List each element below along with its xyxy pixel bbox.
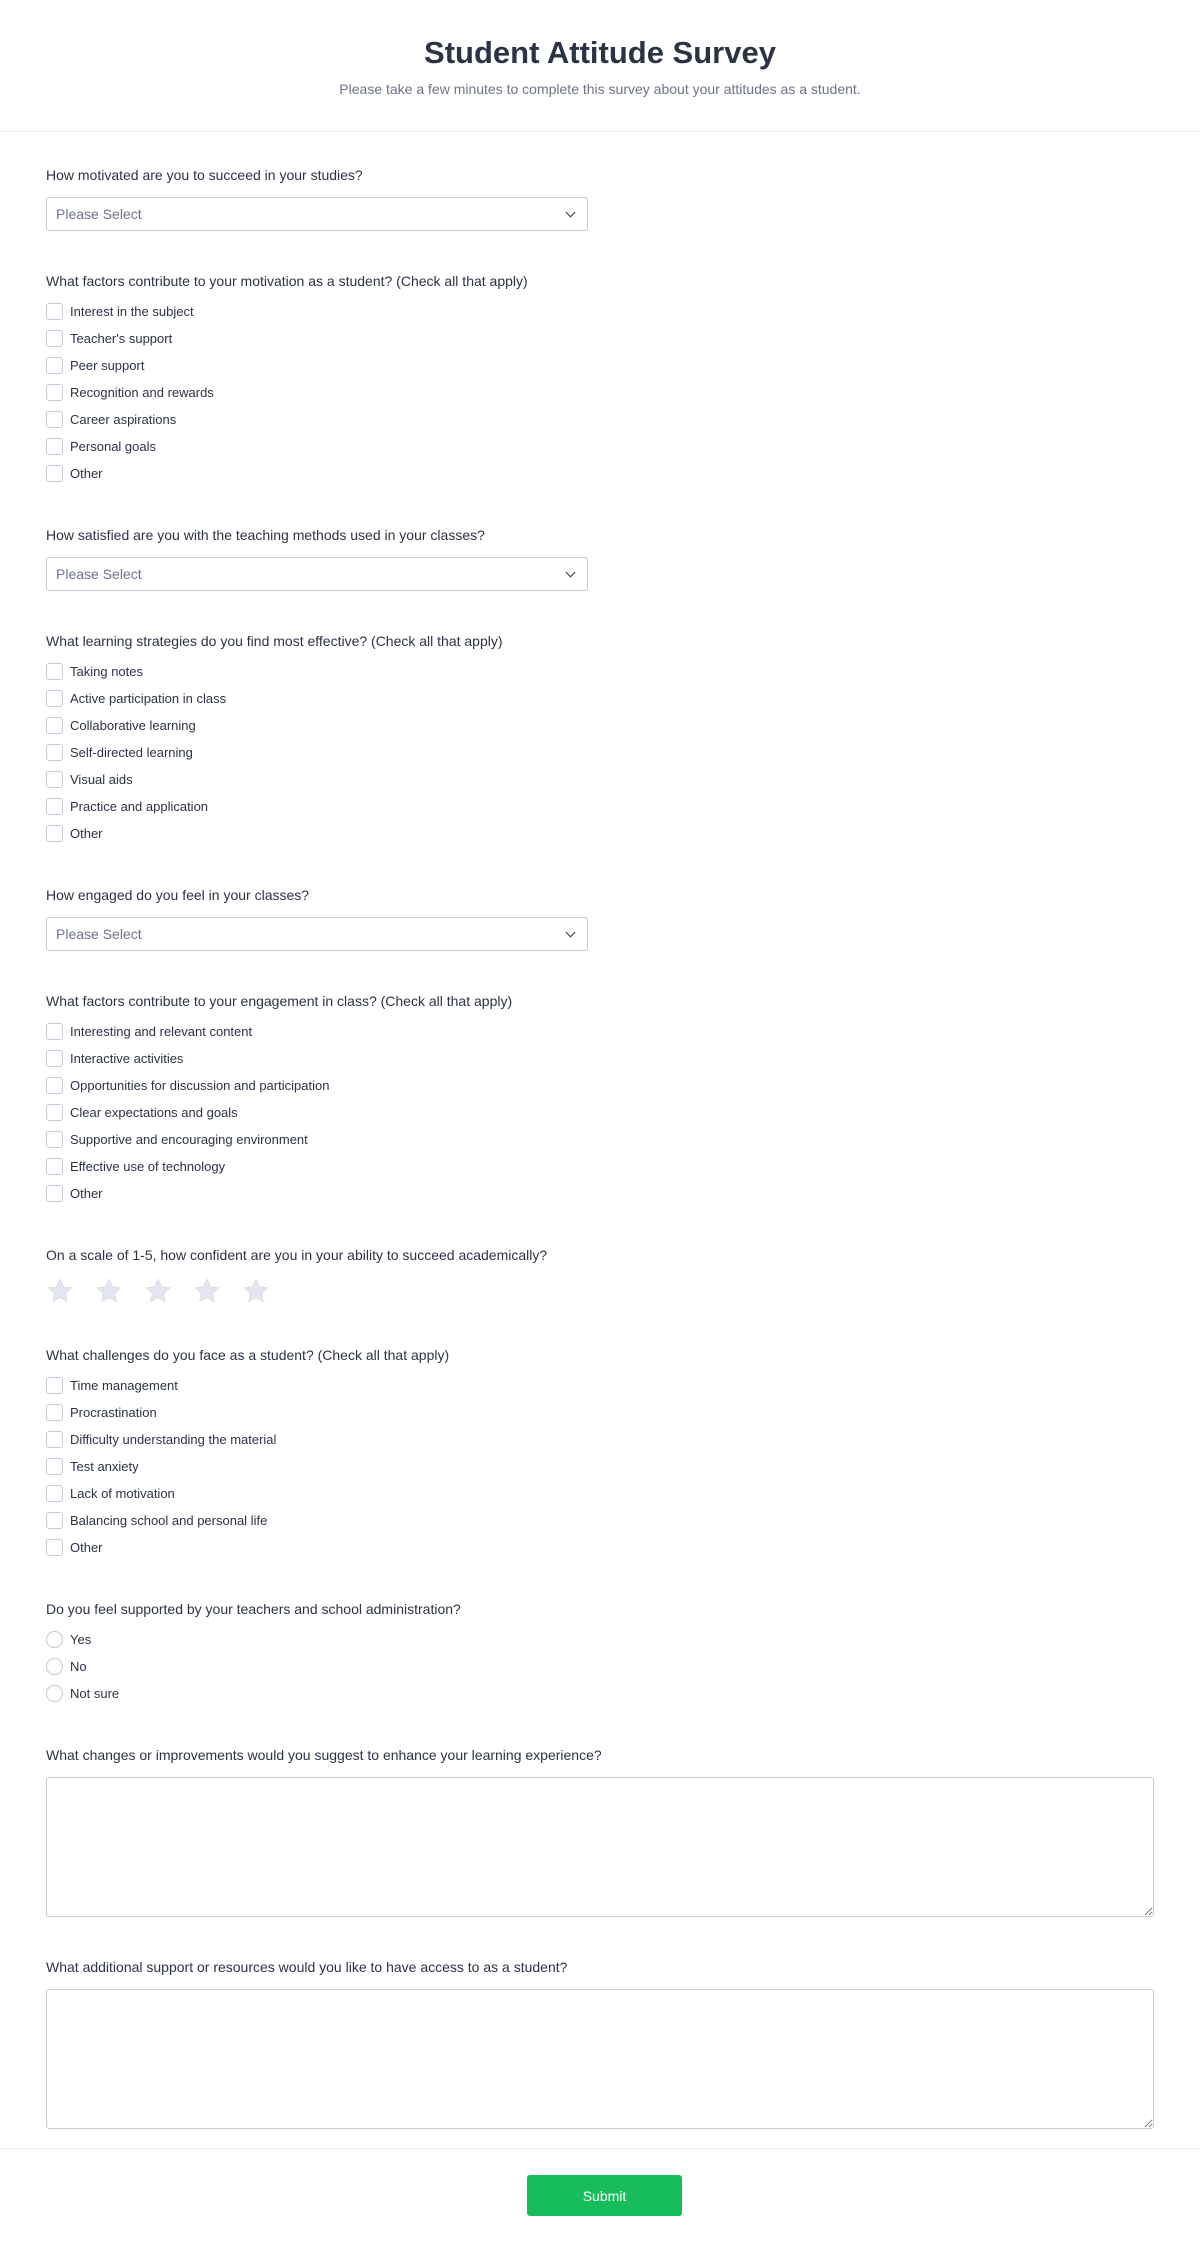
engagement-select[interactable] [46, 917, 588, 951]
question-label: What changes or improvements would you suggest to enhance your learning experience? [46, 1747, 602, 1763]
checkbox-option[interactable] [46, 1099, 1154, 1126]
question-label: What factors contribute to your motivation as a student? (Check all that apply) [46, 273, 528, 289]
option-label: Other [70, 1186, 103, 1201]
option-label: Peer support [70, 358, 145, 373]
checkbox[interactable] [46, 1158, 63, 1175]
option-label: Clear expectations and goals [70, 1105, 238, 1120]
checkbox-option[interactable] [46, 1018, 1154, 1045]
checkbox[interactable] [46, 1185, 63, 1202]
option-label: Other [70, 466, 103, 481]
question-label: What additional support or resources would you like to have access to as a student? [46, 1959, 568, 1975]
question-label: What factors contribute to your engagement in class? (Check all that apply) [46, 993, 513, 1009]
checkbox[interactable] [46, 1050, 63, 1067]
checkbox[interactable] [46, 1512, 63, 1529]
question-label: On a scale of 1-5, how confident are you in your ability to succeed academically? [46, 1247, 548, 1263]
option-label: Self-directed learning [70, 745, 193, 760]
checkbox-option[interactable] [46, 820, 1154, 847]
radio-option[interactable] [46, 1680, 1154, 1707]
option-label: Test anxiety [70, 1459, 139, 1474]
question-support [46, 1599, 1154, 1707]
checkbox[interactable] [46, 1485, 63, 1502]
checkbox[interactable] [46, 1077, 63, 1094]
question-label: How satisfied are you with the teaching methods used in your classes? [46, 527, 485, 543]
checkbox-option[interactable] [46, 1534, 1154, 1561]
checkbox-option[interactable] [46, 1180, 1154, 1207]
checkbox-option[interactable] [46, 1153, 1154, 1180]
checkbox-option[interactable] [46, 658, 1154, 685]
checkbox-option[interactable] [46, 1480, 1154, 1507]
page-subtitle: Please take a few minutes to complete this survey about your attitudes as a student. [339, 81, 861, 97]
checkbox[interactable] [46, 825, 63, 842]
checkbox[interactable] [46, 1539, 63, 1556]
question-label: What challenges do you face as a student? (Check all that apply) [46, 1347, 450, 1363]
option-label: Practice and application [70, 799, 209, 814]
checkbox-option[interactable] [46, 1126, 1154, 1153]
checkbox-option[interactable] [46, 352, 1154, 379]
checkbox[interactable] [46, 1131, 63, 1148]
option-label: Time management [70, 1378, 178, 1393]
checkbox[interactable] [46, 303, 63, 320]
satisfaction-select[interactable] [46, 557, 588, 591]
option-label: Recognition and rewards [70, 385, 214, 400]
checkbox-option[interactable] [46, 298, 1154, 325]
option-label: Effective use of technology [70, 1159, 226, 1174]
question-confidence-rating [46, 1245, 1154, 1305]
question-engagement [46, 885, 1154, 951]
option-label: Personal goals [70, 439, 156, 454]
option-label: Teacher's support [70, 331, 173, 346]
radio-option[interactable] [46, 1653, 1154, 1680]
option-label: Active participation in class [70, 691, 227, 706]
checkbox[interactable] [46, 663, 63, 680]
checkbox[interactable] [46, 798, 63, 815]
checkbox[interactable] [46, 411, 63, 428]
star-icon[interactable] [95, 1277, 123, 1305]
chevron-down-icon [566, 207, 576, 217]
question-label: Do you feel supported by your teachers and school administration? [46, 1601, 461, 1617]
chevron-down-icon [566, 567, 576, 577]
checkbox-option[interactable] [46, 325, 1154, 352]
question-label: How motivated are you to succeed in your studies? [46, 167, 363, 183]
select-placeholder: Please Select [56, 926, 142, 942]
checkbox-option[interactable] [46, 1045, 1154, 1072]
select-placeholder: Please Select [56, 206, 142, 222]
checkbox[interactable] [46, 1404, 63, 1421]
option-label: Supportive and encouraging environment [70, 1132, 308, 1147]
option-label: Interest in the subject [70, 304, 194, 319]
page-title: Student Attitude Survey [424, 35, 776, 70]
star-icon[interactable] [46, 1277, 74, 1305]
survey-form [0, 132, 1200, 2129]
option-label: Interesting and relevant content [70, 1024, 253, 1039]
checkbox[interactable] [46, 384, 63, 401]
radio-option[interactable] [46, 1626, 1154, 1653]
option-label: No [70, 1659, 87, 1674]
checkbox-option[interactable] [46, 433, 1154, 460]
question-motivation-factors [46, 271, 1154, 487]
question-challenges [46, 1345, 1154, 1561]
option-label: Balancing school and personal life [70, 1513, 268, 1528]
option-label: Not sure [70, 1686, 120, 1701]
form-footer [0, 2148, 1200, 2251]
checkbox[interactable] [46, 717, 63, 734]
star-rating [46, 1277, 1154, 1305]
form-header [0, 0, 1200, 132]
checkbox-option[interactable] [46, 1453, 1154, 1480]
checkbox[interactable] [46, 1023, 63, 1040]
question-engagement-factors [46, 991, 1154, 1207]
question-learning-strategies [46, 631, 1154, 847]
question-motivation [46, 165, 1154, 231]
option-label: Yes [70, 1632, 92, 1647]
checkbox[interactable] [46, 690, 63, 707]
checkbox-option[interactable] [46, 739, 1154, 766]
option-label: Lack of motivation [70, 1486, 175, 1501]
improvements-textarea[interactable] [46, 1777, 1154, 1917]
checkbox[interactable] [46, 330, 63, 347]
option-label: Visual aids [70, 772, 133, 787]
checkbox-option[interactable] [46, 793, 1154, 820]
question-improvements [46, 1745, 1154, 1917]
option-label: Difficulty understanding the material [70, 1432, 277, 1447]
checkbox[interactable] [46, 438, 63, 455]
option-label: Procrastination [70, 1405, 157, 1420]
checkbox-option[interactable] [46, 1399, 1154, 1426]
option-label: Interactive activities [70, 1051, 184, 1066]
question-teaching-satisfaction [46, 525, 1154, 591]
checkbox[interactable] [46, 1104, 63, 1121]
checkbox[interactable] [46, 465, 63, 482]
star-icon[interactable] [193, 1277, 221, 1305]
checkbox[interactable] [46, 771, 63, 788]
additional-support-textarea[interactable] [46, 1989, 1154, 2129]
option-label: Collaborative learning [70, 718, 196, 733]
checkbox-option[interactable] [46, 379, 1154, 406]
checkbox[interactable] [46, 1377, 63, 1394]
option-label: Other [70, 1540, 103, 1555]
checkbox-option[interactable] [46, 766, 1154, 793]
chevron-down-icon [566, 927, 576, 937]
question-additional-support [46, 1957, 1154, 2129]
checkbox-option[interactable] [46, 1372, 1154, 1399]
radio-button[interactable] [46, 1685, 63, 1702]
question-label: How engaged do you feel in your classes? [46, 887, 310, 903]
radio-button[interactable] [46, 1631, 63, 1648]
checkbox[interactable] [46, 357, 63, 374]
checkbox-option[interactable] [46, 406, 1154, 433]
checkbox-option[interactable] [46, 1426, 1154, 1453]
option-label: Taking notes [70, 664, 143, 679]
star-icon[interactable] [242, 1277, 270, 1305]
checkbox[interactable] [46, 1431, 63, 1448]
motivation-select[interactable] [46, 197, 588, 231]
checkbox-option[interactable] [46, 712, 1154, 739]
checkbox[interactable] [46, 1458, 63, 1475]
checkbox-option[interactable] [46, 685, 1154, 712]
select-placeholder: Please Select [56, 566, 142, 582]
checkbox-option[interactable] [46, 1072, 1154, 1099]
radio-button[interactable] [46, 1658, 63, 1675]
checkbox-option[interactable] [46, 460, 1154, 487]
option-label: Other [70, 826, 103, 841]
option-label: Opportunities for discussion and participation [70, 1078, 330, 1093]
checkbox[interactable] [46, 744, 63, 761]
checkbox-option[interactable] [46, 1507, 1154, 1534]
question-label: What learning strategies do you find most effective? (Check all that apply) [46, 633, 503, 649]
star-icon[interactable] [144, 1277, 172, 1305]
submit-button[interactable]: Submit [527, 2175, 682, 2216]
option-label: Career aspirations [70, 412, 177, 427]
